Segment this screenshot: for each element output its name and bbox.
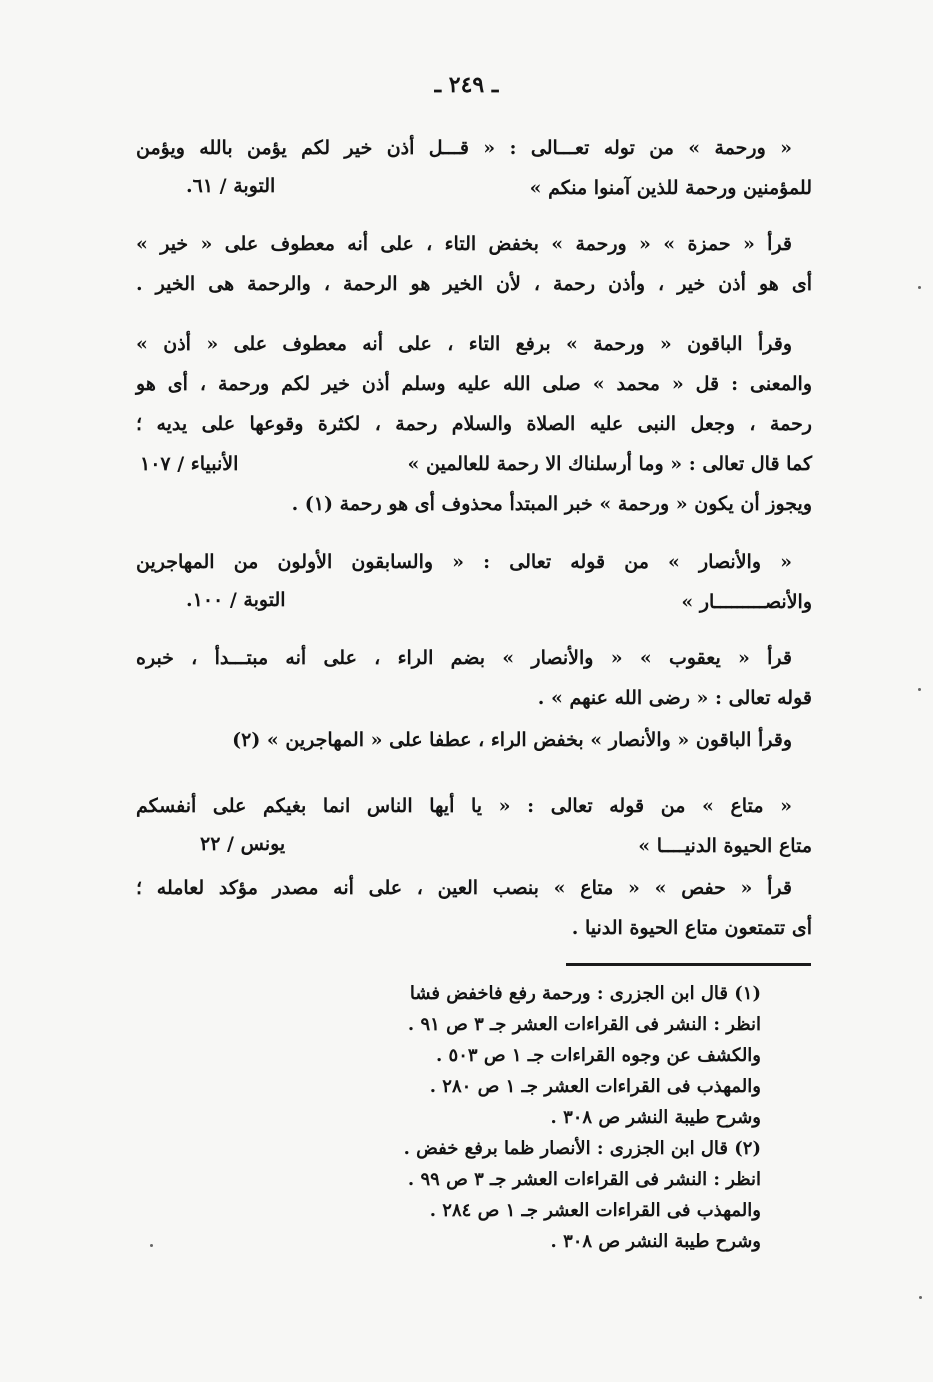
verse-reference: التوبة / ٦١. [186, 175, 276, 197]
text-line: قرأ « حمزة » « ورحمة » بخفض التاء ، على أنه معطوف على « خير » [136, 233, 792, 255]
scan-speck [918, 286, 921, 289]
entry-yaqub-reading [136, 638, 812, 718]
text-line: قرأ « حفص » « متاع » بنصب العين ، على أنه مصدر مؤكد لعامله ؛ [136, 877, 792, 899]
footnote-line: (٢) قال ابن الجزرى : الأنصار ظما برفع خفض . [403, 1138, 761, 1159]
text-line: « والأنصار » من قوله تعالى : « والسابقون الأولون من المهاجرين [136, 551, 792, 573]
footnote-line: والمهذب فى القراءات العشر جـ ١ ص ٢٨٤ . [429, 1200, 761, 1221]
footnote-line: والكشف عن وجوه القراءات جـ ١ ص ٥٠٣ . [436, 1045, 761, 1066]
footnote-line: انظر : النشر فى القراءات العشر جـ ٣ ص ٩٩ . [407, 1169, 761, 1190]
footnote-divider [566, 963, 811, 966]
text-line: « ورحمة » من توله تعـــالى : « قـــل أذن خير لكم يؤمن بالله ويؤمن [136, 137, 792, 159]
text-line: « متاع » من قوله تعالى : « يا أيها الناس انما بغيكم على أنفسكم [136, 795, 792, 817]
entry-hafs-reading [136, 868, 812, 948]
text-line: وقرأ الباقون « ورحمة » برفع التاء ، على أنه معطوف على « أذن » [136, 333, 792, 355]
scan-speck [150, 1244, 153, 1247]
text-line: للمؤمنين ورحمة للذين آمنوا منكم » [529, 177, 812, 199]
verse-reference: يونس / ٢٢ [200, 833, 286, 855]
text-line: ويجوز أن يكون « ورحمة » خبر المبتدأ محذوف أى هو رحمة (١) . [291, 493, 812, 515]
scan-speck [918, 688, 921, 691]
footnote-line: انظر : النشر فى القراءات العشر جـ ٣ ص ٩١ . [407, 1014, 761, 1035]
footnote-line: وشرح طيبة النشر ص ٣٠٨ . [550, 1231, 761, 1252]
text-line: قوله تعالى : « رضى الله عنهم » . [537, 687, 812, 709]
text-line: وقرأ الباقون « والأنصار » بخفض الراء ، عطفا على « المهاجرين » (٢) [232, 729, 792, 751]
text-line: متاع الحيوة الدنيــــا » [638, 835, 812, 857]
footnote-line: والمهذب فى القراءات العشر جـ ١ ص ٢٨٠ . [429, 1076, 761, 1097]
verse-reference: الأنبياء / ١٠٧ [140, 453, 239, 475]
page-number: ـ ٢٤٩ ـ [434, 72, 499, 98]
footnote-line: وشرح طيبة النشر ص ٣٠٨ . [550, 1107, 761, 1128]
scan-speck [919, 1296, 922, 1299]
footnotes [201, 978, 761, 1257]
text-line: رحمة ، وجعل النبى عليه الصلاة والسلام رحمة ، لكثرة وقوعها على يديه ؛ [136, 413, 812, 435]
text-line: أى هو أذن خير ، وأذن رحمة ، لأن الخير هو الرحمة ، والرحمة هى الخير . [136, 273, 812, 295]
text-line: قرأ « يعقوب » « والأنصار » بضم الراء ، على أنه مبتـــدأ ، خبره [136, 647, 792, 669]
entry-ansar-others [136, 720, 812, 760]
text-line: أى تتمتعون متاع الحيوة الدنيا . [571, 917, 812, 939]
entry-hamza-reading [136, 224, 812, 304]
text-line: والمعنى : قل « محمد » صلى الله عليه وسلم أذن خير لكم ورحمة ، أى هو [136, 373, 812, 395]
text-line: كما قال تعالى : « وما أرسلناك الا رحمة للعالمين » [407, 453, 812, 475]
entry-others-reading [136, 324, 812, 524]
verse-reference: التوبة / ١٠٠. [186, 589, 286, 611]
footnote-line: (١) قال ابن الجزرى : ورحمة رفع فاخفض فشا [409, 983, 761, 1004]
text-line: والأنصـــــــــار » [681, 591, 812, 613]
